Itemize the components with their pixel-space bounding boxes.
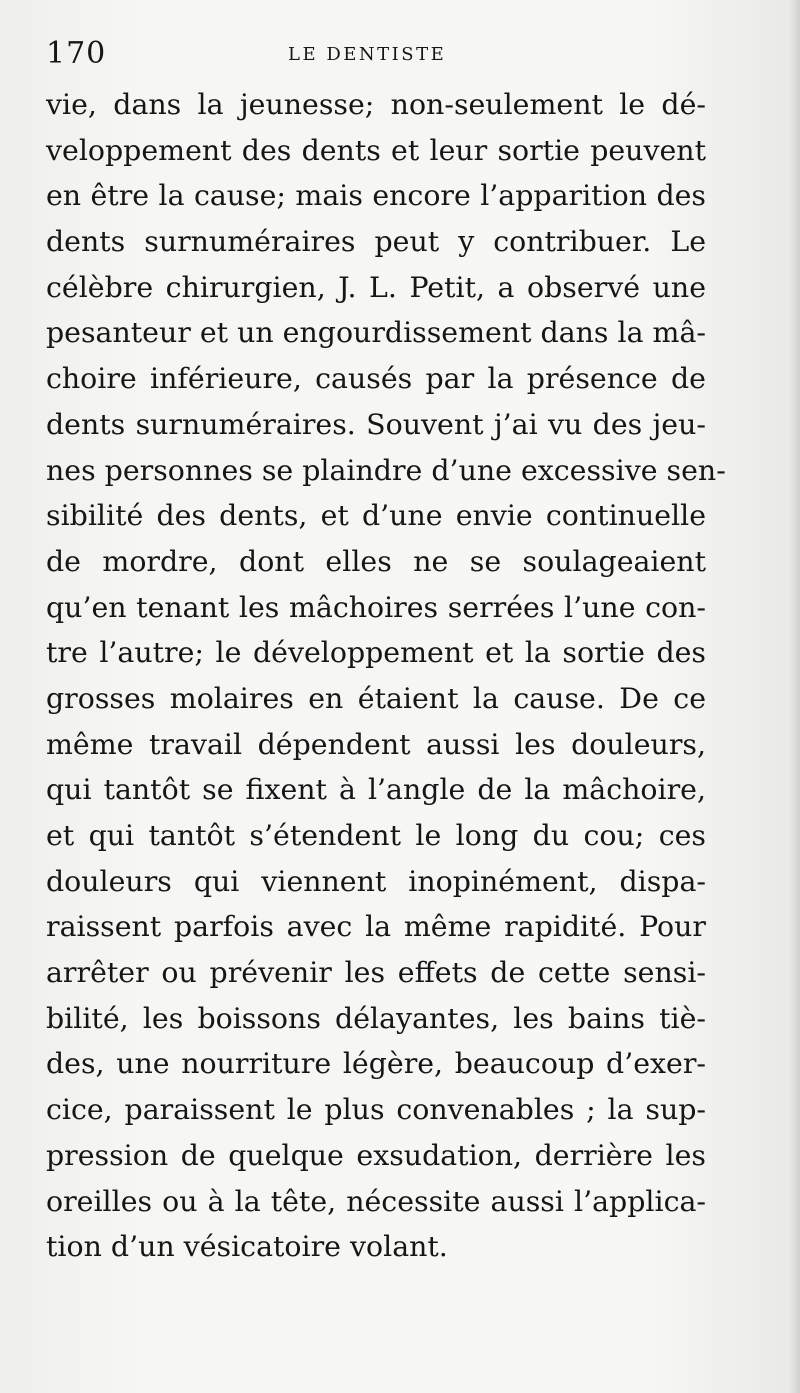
text-line: dents surnuméraires. Souvent j’ai vu des jeu- <box>46 407 706 441</box>
page-edge-shadow <box>788 0 800 1393</box>
text-line: vie, dans la jeunesse; non-seulement le dé- <box>46 88 706 121</box>
page-header <box>46 36 706 76</box>
page-number: 170 <box>46 36 107 71</box>
text-line: nes personnes se plaindre d’une excessive sen- <box>46 453 726 487</box>
text-line: raissent parfois avec la même rapidité. Pour <box>46 910 706 944</box>
text-line: sibilité des dents, et d’une envie continuelle <box>46 499 706 533</box>
text-line-last: tion d’un vésicatoire volant. <box>46 1230 448 1264</box>
text-line: douleurs qui viennent inopinément, dispa- <box>46 864 706 898</box>
text-line: en être la cause; mais encore l’apparition des <box>46 179 706 213</box>
text-line: oreilles ou à la tête, nécessite aussi l’applica- <box>46 1184 706 1218</box>
text-line: cice, paraissent le plus convenables ; la sup- <box>46 1093 706 1127</box>
text-line: pression de quelque exsudation, derrière les <box>46 1138 706 1172</box>
text-line: des, une nourriture légère, beaucoup d’exer- <box>46 1047 706 1081</box>
text-line: dents surnuméraires peut y contribuer. Le <box>46 225 706 259</box>
text-line: bilité, les boissons délayantes, les bains tiè- <box>46 1001 706 1035</box>
text-line: de mordre, dont elles ne se soulageaient <box>46 544 706 578</box>
text-line: célèbre chirurgien, J. L. Petit, a observé une <box>46 270 706 304</box>
text-line: qu’en tenant les mâchoires serrées l’une con- <box>46 590 706 624</box>
text-line: pesanteur et un engourdissement dans la mâ- <box>46 316 706 350</box>
text-line: veloppement des dents et leur sortie peuvent <box>46 133 706 167</box>
text-line: tre l’autre; le développement et la sortie des <box>46 636 706 670</box>
text-line: grosses molaires en étaient la cause. De ce <box>46 681 706 715</box>
text-line: et qui tantôt s’étendent le long du cou; ces <box>46 819 706 852</box>
text-line: qui tantôt se fixent à l’angle de la mâchoire, <box>46 773 706 807</box>
text-line: arrêter ou prévenir les effets de cette sensi- <box>46 956 706 990</box>
text-line: choire inférieure, causés par la présence de <box>46 362 706 396</box>
body-text <box>46 82 726 1270</box>
running-head: LE DENTISTE <box>288 44 447 65</box>
text-line: même travail dépendent aussi les douleurs, <box>46 727 706 761</box>
